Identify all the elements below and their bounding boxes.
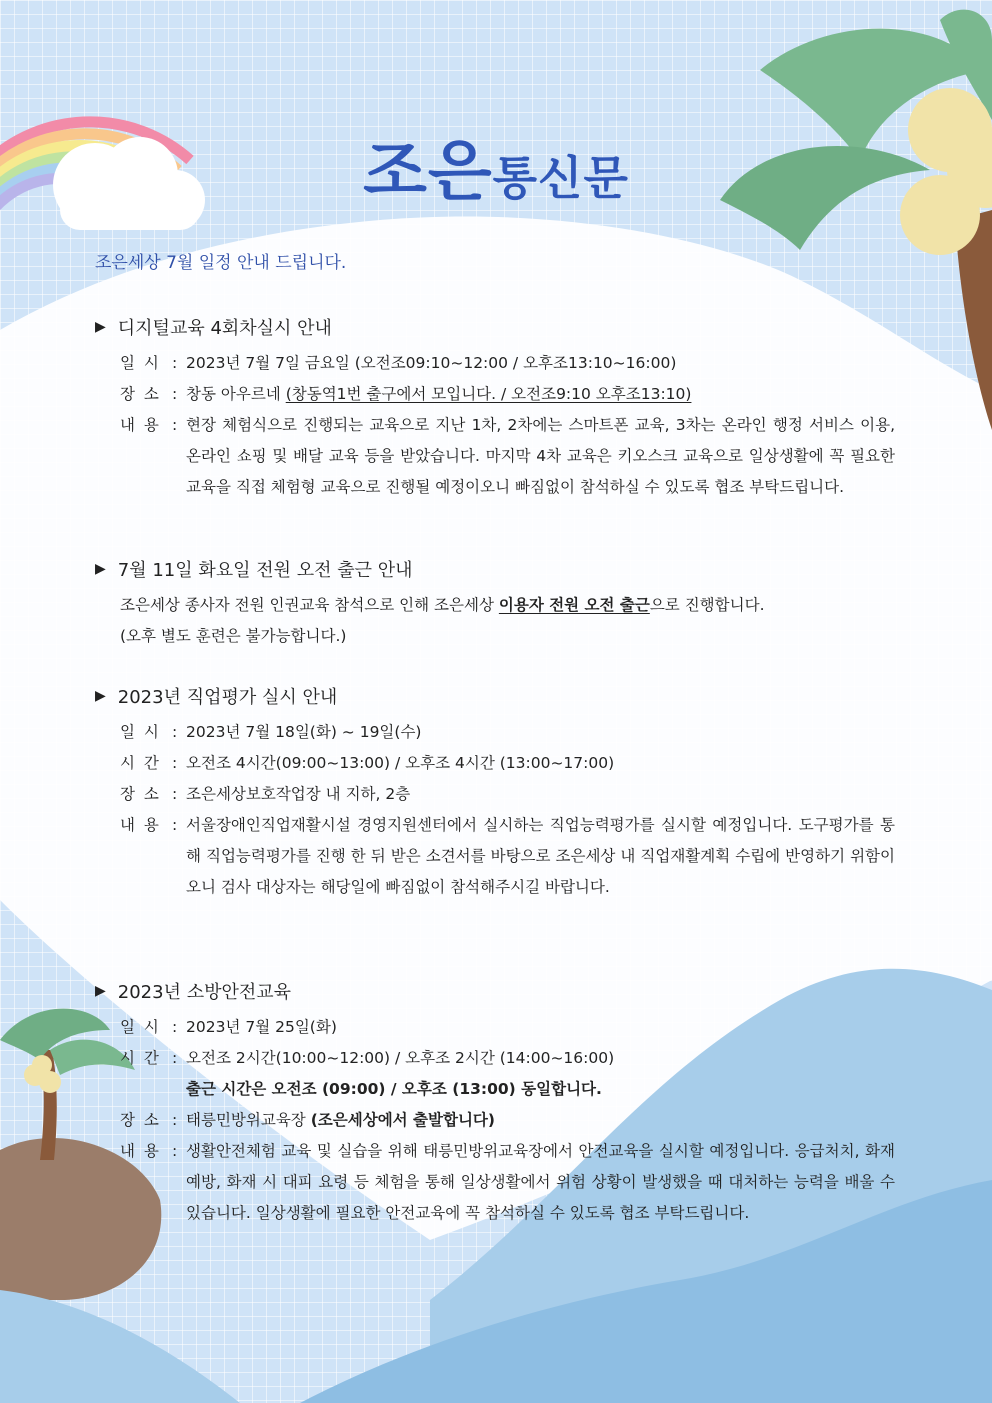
notice-line: (오후 별도 훈련은 불가능합니다.): [120, 627, 347, 645]
colon: :: [172, 723, 178, 741]
row-label: 시 간: [120, 1049, 161, 1067]
section-fire-safety: [95, 978, 895, 1229]
section-heading-text: 2023년 직업평가 실시 안내: [117, 687, 338, 708]
row-value: 서울장애인직업재활시설 경영지원센터에서 실시하는 직업능력평가를 실시할 예정입니다. 도구평가를 통해 직업능력평가를 진행 한 뒤 받은 소견서를 바탕으로 조은세상 내 직업재활계획 수립에 반영하기 위함이오니 검사 대상자는 해당일에 빠짐없이 참석해주시길 바랍니다.: [186, 816, 895, 896]
row-value: 2023년 7월 18일(화) ~ 19일(수): [186, 723, 422, 741]
info-row: [95, 717, 895, 748]
colon: :: [172, 816, 178, 834]
info-row: [95, 1043, 895, 1074]
row-label: 시 간: [120, 754, 161, 772]
info-row: [95, 348, 895, 379]
title-part1: 조은: [363, 133, 493, 210]
triangle-bullet-icon: ▶: [95, 983, 106, 999]
colon: :: [172, 1049, 178, 1067]
row-label: 장 소: [120, 785, 161, 803]
departure-note: (조은세상에서 출발합니다): [310, 1111, 495, 1129]
colon: :: [172, 785, 178, 803]
section-heading: [95, 978, 895, 1004]
section-heading: [95, 556, 895, 582]
triangle-bullet-icon: ▶: [95, 688, 106, 704]
section-heading: [95, 683, 895, 709]
section-heading-text: 7월 11일 화요일 전원 오전 출근 안내: [117, 560, 413, 581]
row-value-text: 창동 아우르네: [186, 385, 286, 403]
sea-bottom-left: [0, 1290, 240, 1403]
colon: :: [172, 754, 178, 772]
row-value: 2023년 7월 25일(화): [186, 1018, 337, 1036]
section-heading-text: 디지털교육 4회차실시 안내: [117, 318, 332, 339]
triangle-bullet-icon: ▶: [95, 561, 106, 577]
row-label: 일 시: [120, 1018, 161, 1036]
meeting-point-note: (창동역1번 출구에서 모입니다. / 오전조9:10 오후조13:10): [285, 385, 692, 403]
info-row: [95, 1012, 895, 1043]
row-value: 조은세상보호작업장 내 지하, 2층: [186, 785, 411, 803]
row-value: 2023년 7월 7일 금요일 (오전조09:10~12:00 / 오후조13:10~16:00): [186, 354, 677, 372]
intro-text: 조은세상 7월 일정 안내 드립니다.: [95, 253, 347, 273]
row-value: 오전조 2시간(10:00~12:00) / 오후조 2시간 (14:00~16:00): [186, 1049, 615, 1067]
notice-emphasis: 이용자 전원 오전 출근: [498, 596, 650, 614]
title-part2: 통신문: [492, 151, 629, 205]
row-value: 현장 체험식으로 진행되는 교육으로 지난 1차, 2차에는 스마트폰 교육, 3차는 온라인 행정 서비스 이용, 온라인 쇼핑 및 배달 교육 등을 받았습니다. 마지막 4차 교육은 키오스크 교육으로 일상생활에 꼭 필요한 교육을 직접 체험형 교육으로 진행될 예정이오니 빠짐없이 참석하실 수 있도록 협조 부탁드립니다.: [186, 416, 895, 496]
row-label: 장 소: [120, 1111, 161, 1129]
row-label: 내 용: [120, 816, 161, 834]
row-value: [186, 379, 895, 410]
info-row: [95, 748, 895, 779]
notice-line: [95, 590, 895, 621]
row-label: 내 용: [120, 416, 161, 434]
notice-text: 조은세상 종사자 전원 인권교육 참석으로 인해 조은세상: [120, 596, 499, 614]
row-label: 내 용: [120, 1142, 161, 1160]
colon: :: [172, 354, 178, 372]
colon: :: [172, 416, 178, 434]
row-label: 일 시: [120, 354, 161, 372]
colon: :: [172, 1018, 178, 1036]
section-morning-attendance: [95, 556, 895, 652]
row-label: 장 소: [120, 385, 161, 403]
section-heading: [95, 314, 895, 340]
section-heading-text: 2023년 소방안전교육: [117, 982, 292, 1003]
colon: :: [172, 385, 178, 403]
page-title: [0, 118, 992, 213]
row-label: 일 시: [120, 723, 161, 741]
row-value: [186, 1105, 895, 1136]
triangle-bullet-icon: ▶: [95, 319, 106, 335]
info-row: [95, 779, 895, 810]
info-row: [95, 1136, 895, 1229]
info-row: [95, 810, 895, 903]
info-row: [95, 379, 895, 410]
colon: :: [172, 1142, 178, 1160]
section-vocational-assessment: [95, 683, 895, 903]
commute-time-note: 출근 시간은 오전조 (09:00) / 오후조 (13:00) 동일합니다.: [186, 1080, 602, 1098]
notice-text: 으로 진행합니다.: [649, 596, 765, 614]
row-value: 오전조 4시간(09:00~13:00) / 오후조 4시간 (13:00~17:00): [186, 754, 615, 772]
section-digital-education: [95, 314, 895, 503]
row-value: 생활안전체험 교육 및 실습을 위해 태릉민방위교육장에서 안전교육을 실시할 예정입니다. 응급처치, 화재 예방, 화재 시 대피 요령 등 체험을 통해 일상생활에서 위험 상황이 발생했을 때 대처하는 능력을 배울 수 있습니다. 일상생활에 필요한 안전교육에 꼭 참석하실 수 있도록 협조 부탁드립니다.: [186, 1142, 895, 1222]
colon: :: [172, 1111, 178, 1129]
info-row: [95, 1105, 895, 1136]
row-value-text: 태릉민방위교육장: [186, 1111, 311, 1129]
info-row: [95, 410, 895, 503]
